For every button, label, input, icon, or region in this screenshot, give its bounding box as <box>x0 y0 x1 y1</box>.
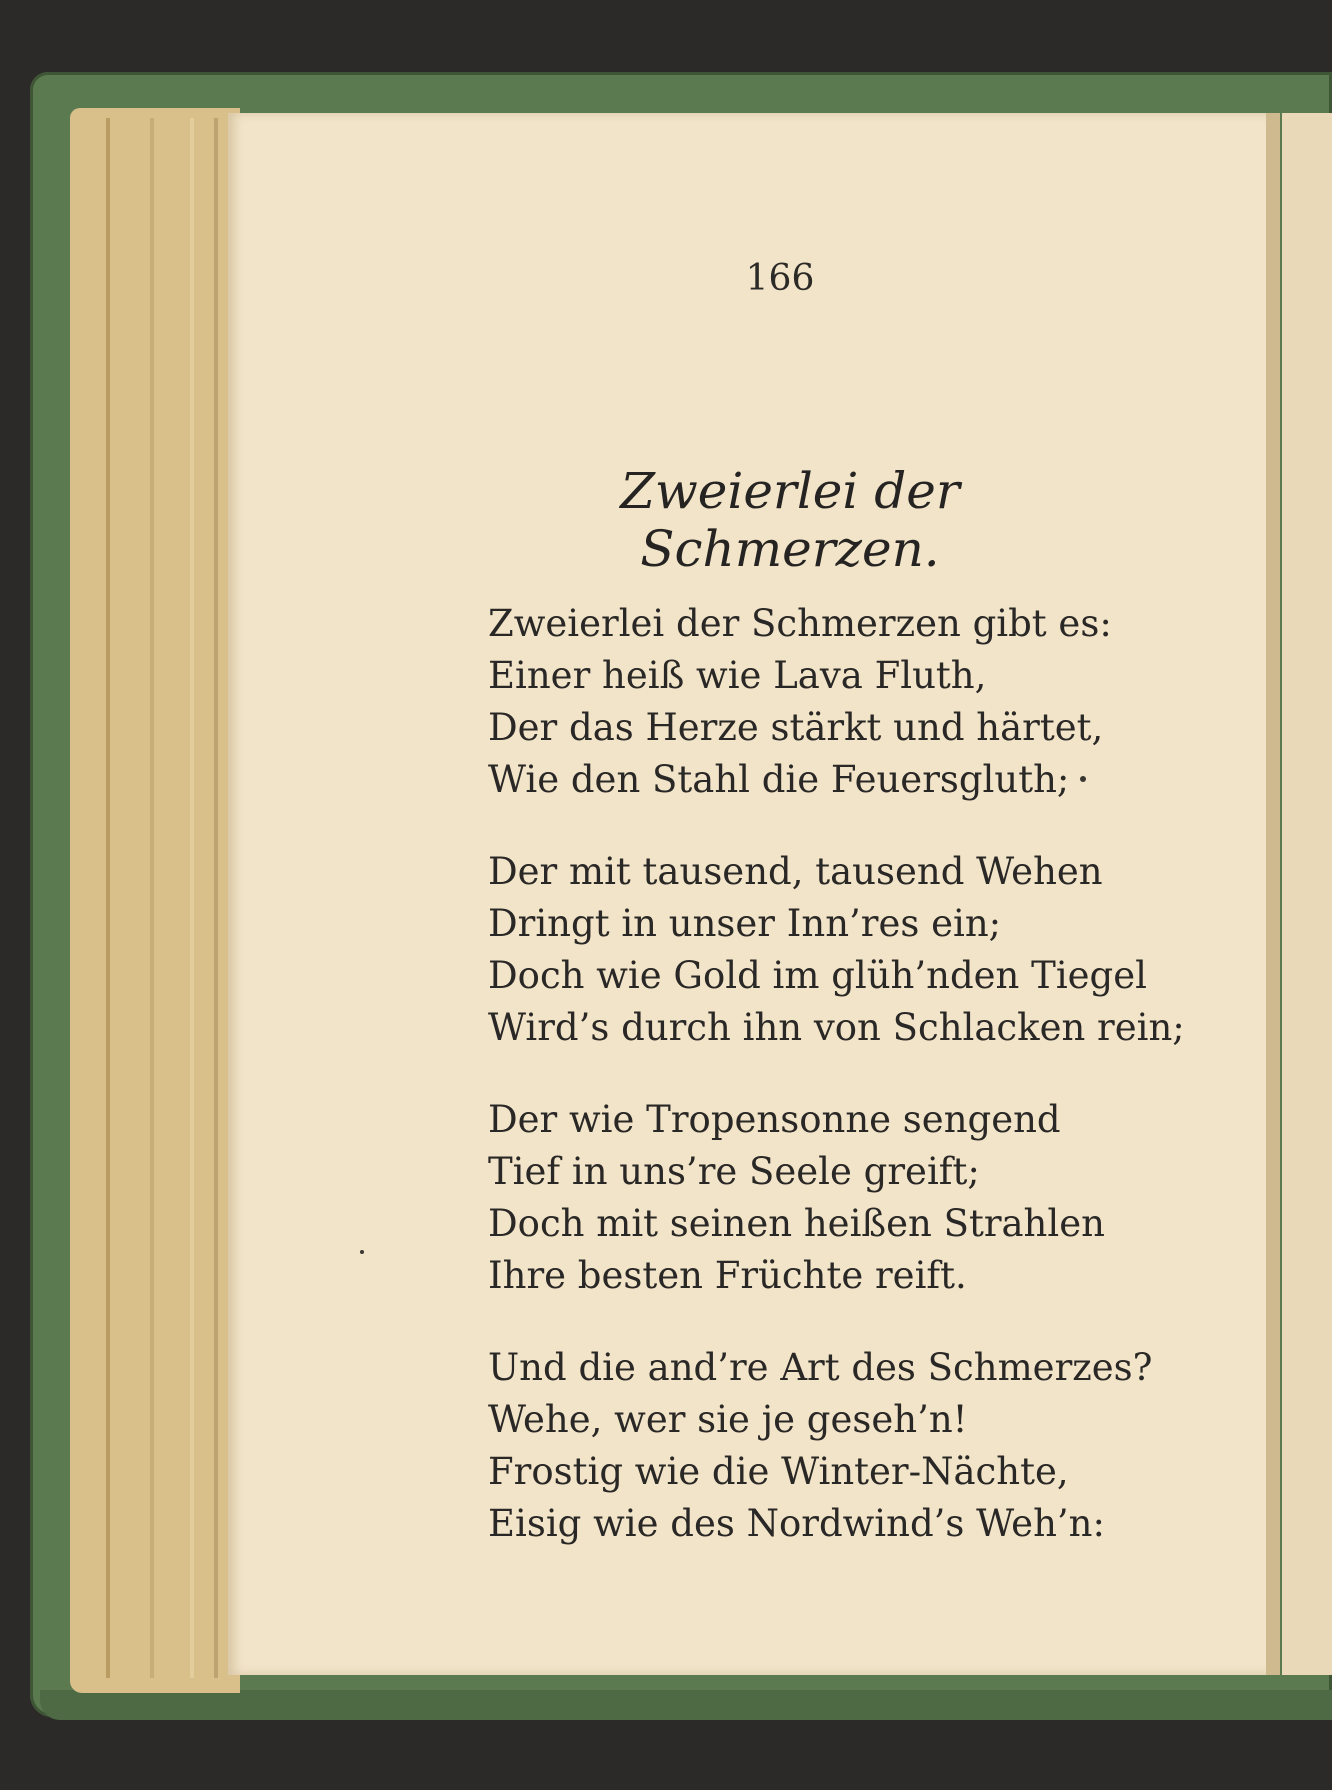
book-cover-lower-edge <box>40 1690 1332 1720</box>
poem-line: Doch mit seinen heißen Strahlen <box>488 1202 1105 1245</box>
poem-line: Der mit tausend, tausend Wehen <box>488 850 1103 893</box>
page-number: 166 <box>745 258 815 299</box>
poem-title: Zweierlei der Schmerzen. <box>620 462 960 578</box>
stanza <box>488 598 1148 806</box>
poem-line: Frostig wie die Winter-Nächte, <box>488 1450 1069 1493</box>
poem-line: Eisig wie des Nordwind’s Weh’n: <box>488 1502 1105 1545</box>
poem-line: Wie den Stahl die Feuersgluth; <box>488 758 1070 801</box>
stanza <box>488 846 1185 1054</box>
poem-line: Tief in uns’re Seele greift; <box>488 1150 980 1193</box>
stanza <box>488 1342 1153 1550</box>
poem-line: Zweierlei der Schmerzen gibt es: <box>488 602 1112 645</box>
ink-speck <box>1080 776 1086 782</box>
page-edge-line <box>150 118 154 1678</box>
stanza <box>488 1094 1148 1302</box>
page-edge-line <box>106 118 110 1678</box>
poem-line: Doch wie Gold im glüh’nden Tiegel <box>488 954 1147 997</box>
poem-line: Dringt in unser Inn’res ein; <box>488 902 1002 945</box>
poem-line: Einer heiß wie Lava Fluth, <box>488 654 987 697</box>
poem-line: Ihre besten Früchte reift. <box>488 1254 967 1297</box>
poem-line: Der das Herze stärkt und härtet, <box>488 706 1104 749</box>
next-page-edge <box>1282 113 1332 1675</box>
page-edge-line <box>190 118 194 1678</box>
book-gutter <box>1266 113 1280 1675</box>
page-edge-line <box>214 118 218 1678</box>
poem-line: Wird’s durch ihn von Schlacken rein; <box>488 1006 1185 1049</box>
poem-line: Und die and’re Art des Schmerzes? <box>488 1346 1153 1389</box>
poem-line: Der wie Tropensonne sengend <box>488 1098 1061 1141</box>
poem-line: Wehe, wer sie je geseh’n! <box>488 1398 968 1441</box>
ink-speck <box>360 1250 364 1254</box>
poem-body <box>488 598 1185 1590</box>
